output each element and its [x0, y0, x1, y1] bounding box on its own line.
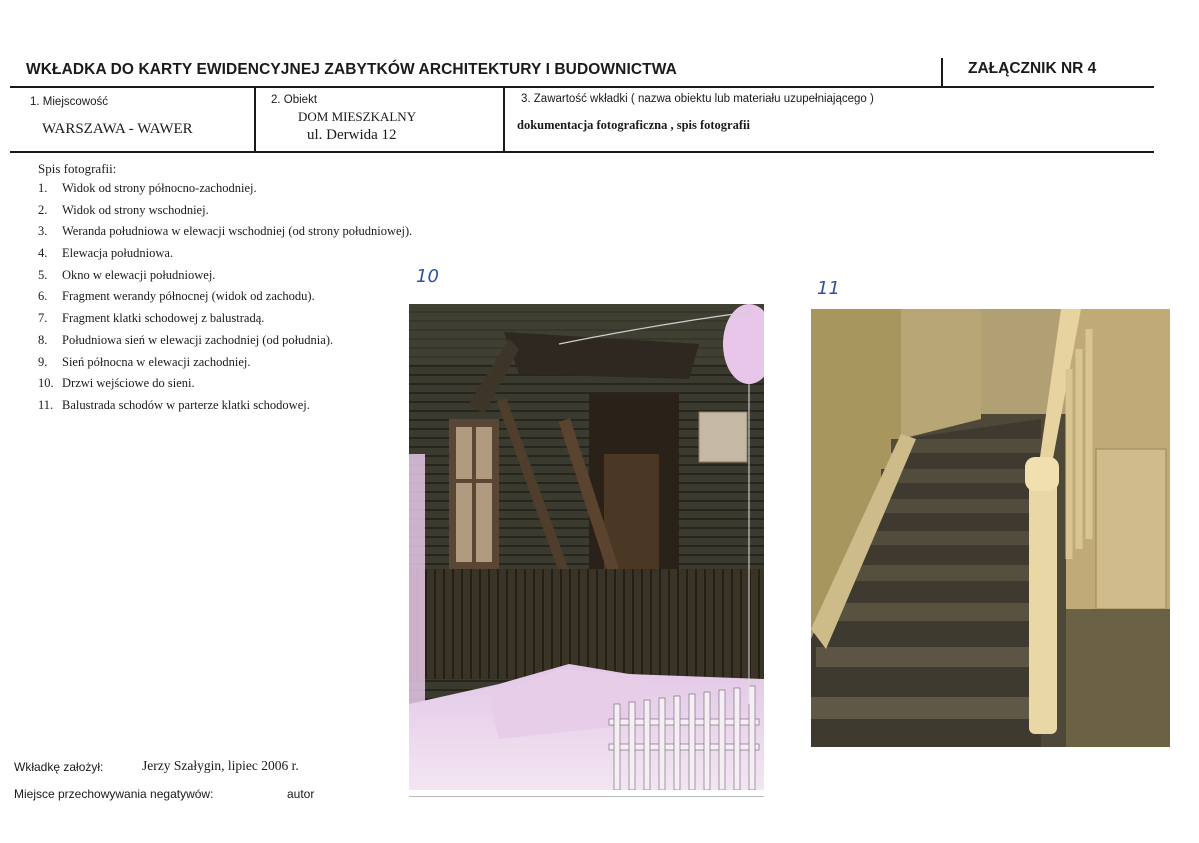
founder-value: Jerzy Szałygin, lipiec 2006 r. [142, 758, 299, 773]
list-item: 1. Widok od strony północno-zachodniej. [38, 181, 257, 195]
annex-label: ZAŁĄCZNIK NR 4 [968, 60, 1097, 77]
list-item: 8. Południowa sień w elewacji zachodniej (od południa). [38, 332, 334, 347]
object-type: DOM MIESZKALNY [298, 109, 417, 124]
contents-label: 3. Zawartość wkładki ( nazwa obiektu lub materiału uzupełniającego ) [521, 93, 874, 105]
list-item: 3. Weranda południowa w elewacji wschodniej (od strony południowej). [38, 224, 413, 239]
title-divider [941, 58, 943, 88]
form-title: WKŁADKA DO KARTY EWIDENCYJNEJ ZABYTKÓW ARCHITEKTURY I BUDOWNICTWA [26, 61, 677, 78]
photo-entrance-door-image [409, 304, 764, 790]
photo-staircase [811, 309, 1170, 747]
photo-11-number: 11 [817, 278, 840, 299]
list-item: 2. Widok od strony wschodniej. [38, 202, 209, 217]
locality-label: 1. Miejscowość [30, 96, 108, 108]
header-rule [10, 86, 1154, 88]
photo-list-heading: Spis fotografii: [38, 161, 117, 176]
list-item: 5. Okno w elewacji południowej. [38, 267, 216, 282]
photo-list [38, 178, 412, 417]
locality-value: WARSZAWA - WAWER [42, 121, 193, 137]
field-divider [254, 88, 256, 152]
list-item: 4. Elewacja południowa. [38, 246, 174, 261]
object-address: ul. Derwida 12 [307, 127, 397, 143]
photo-divider [409, 796, 764, 797]
list-item: 10. Drzwi wejściowe do sieni. [38, 376, 195, 391]
list-item: 7. Fragment klatki schodowej z balustradą. [38, 311, 265, 326]
photo-staircase-image [811, 309, 1170, 747]
storage-label: Miejsce przechowywania negatywów: [14, 787, 214, 801]
contents-value: dokumentacja fotograficzna , spis fotografii [517, 118, 750, 132]
object-label: 2. Obiekt [271, 94, 318, 106]
photo-10-number: 10 [416, 266, 439, 287]
list-item: 6. Fragment werandy północnej (widok od zachodu). [38, 289, 315, 304]
field-divider [503, 88, 505, 152]
photo-entrance-door [409, 304, 764, 790]
list-item: 11. Balustrada schodów w parterze klatki schodowej. [38, 397, 310, 412]
founder-label: Wkładkę założył: [14, 760, 104, 774]
fields-rule [10, 151, 1154, 153]
storage-value: autor [287, 787, 315, 801]
list-item: 9. Sień północna w elewacji zachodniej. [38, 354, 251, 369]
